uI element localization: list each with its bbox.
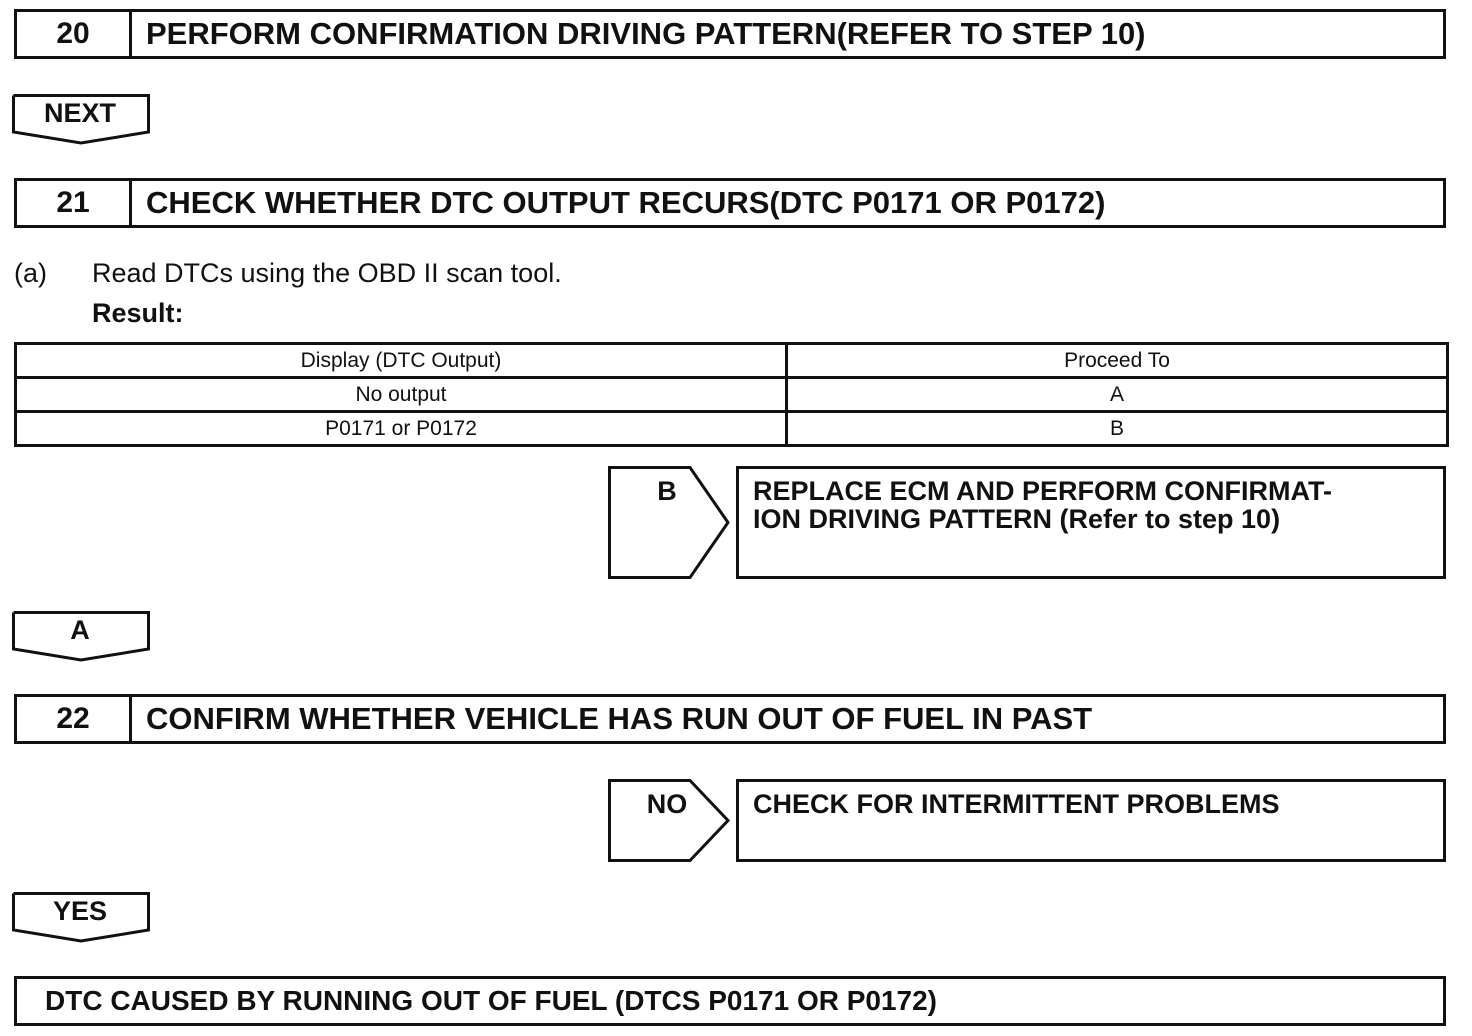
table-header-row — [16, 344, 1448, 378]
branch-no-label: NO — [646, 789, 688, 819]
step-title: CONFIRM WHETHER VEHICLE HAS RUN OUT OF FUEL IN PAST — [146, 701, 1093, 736]
result-label: Result: — [92, 298, 184, 328]
step-number: 20 — [17, 12, 132, 56]
table-cell: No output — [16, 378, 787, 412]
a-tag — [12, 611, 150, 661]
step-title: PERFORM CONFIRMATION DRIVING PATTERN(REFER TO STEP 10) — [146, 16, 1146, 51]
yes-tag — [12, 892, 150, 942]
branch-no-result-text: CHECK FOR INTERMITTENT PROBLEMS — [753, 789, 1280, 819]
next-label: NEXT — [43, 98, 116, 128]
step-number: 21 — [17, 181, 132, 225]
table-row — [16, 412, 1448, 446]
branch-no-arrow — [608, 779, 734, 862]
branch-b-result-line-2: ION DRIVING PATTERN (Refer to step 10) — [753, 504, 1281, 534]
table-row — [16, 378, 1448, 412]
branch-b-label: B — [657, 476, 677, 506]
branch-b-arrow — [608, 466, 734, 579]
table-cell: P0171 or P0172 — [16, 412, 787, 446]
step-number: 22 — [17, 697, 132, 741]
table-cell: B — [787, 412, 1448, 446]
result-table — [14, 342, 1449, 447]
table-cell: A — [787, 378, 1448, 412]
yes-label: YES — [52, 896, 108, 926]
branch-b-result-line-1: REPLACE ECM AND PERFORM CONFIRMAT- — [753, 476, 1332, 506]
conclusion-box: DTC CAUSED BY RUNNING OUT OF FUEL (DTCS P0171 OR P0172) — [14, 976, 1446, 1026]
branch-b-result-box — [736, 466, 1446, 579]
step-20-header — [14, 9, 1446, 59]
branch-no-result-box — [736, 779, 1446, 862]
instruction-marker: (a) — [14, 258, 47, 288]
instruction-text: Read DTCs using the OBD II scan tool. — [92, 258, 562, 288]
step-title: CHECK WHETHER DTC OUTPUT RECURS(DTC P0171 OR P0172) — [146, 185, 1106, 220]
step-21-header — [14, 178, 1446, 228]
step-22-header — [14, 694, 1446, 744]
a-label: A — [70, 615, 90, 645]
table-header: Display (DTC Output) — [16, 344, 787, 378]
next-tag — [12, 94, 150, 144]
table-header: Proceed To — [787, 344, 1448, 378]
